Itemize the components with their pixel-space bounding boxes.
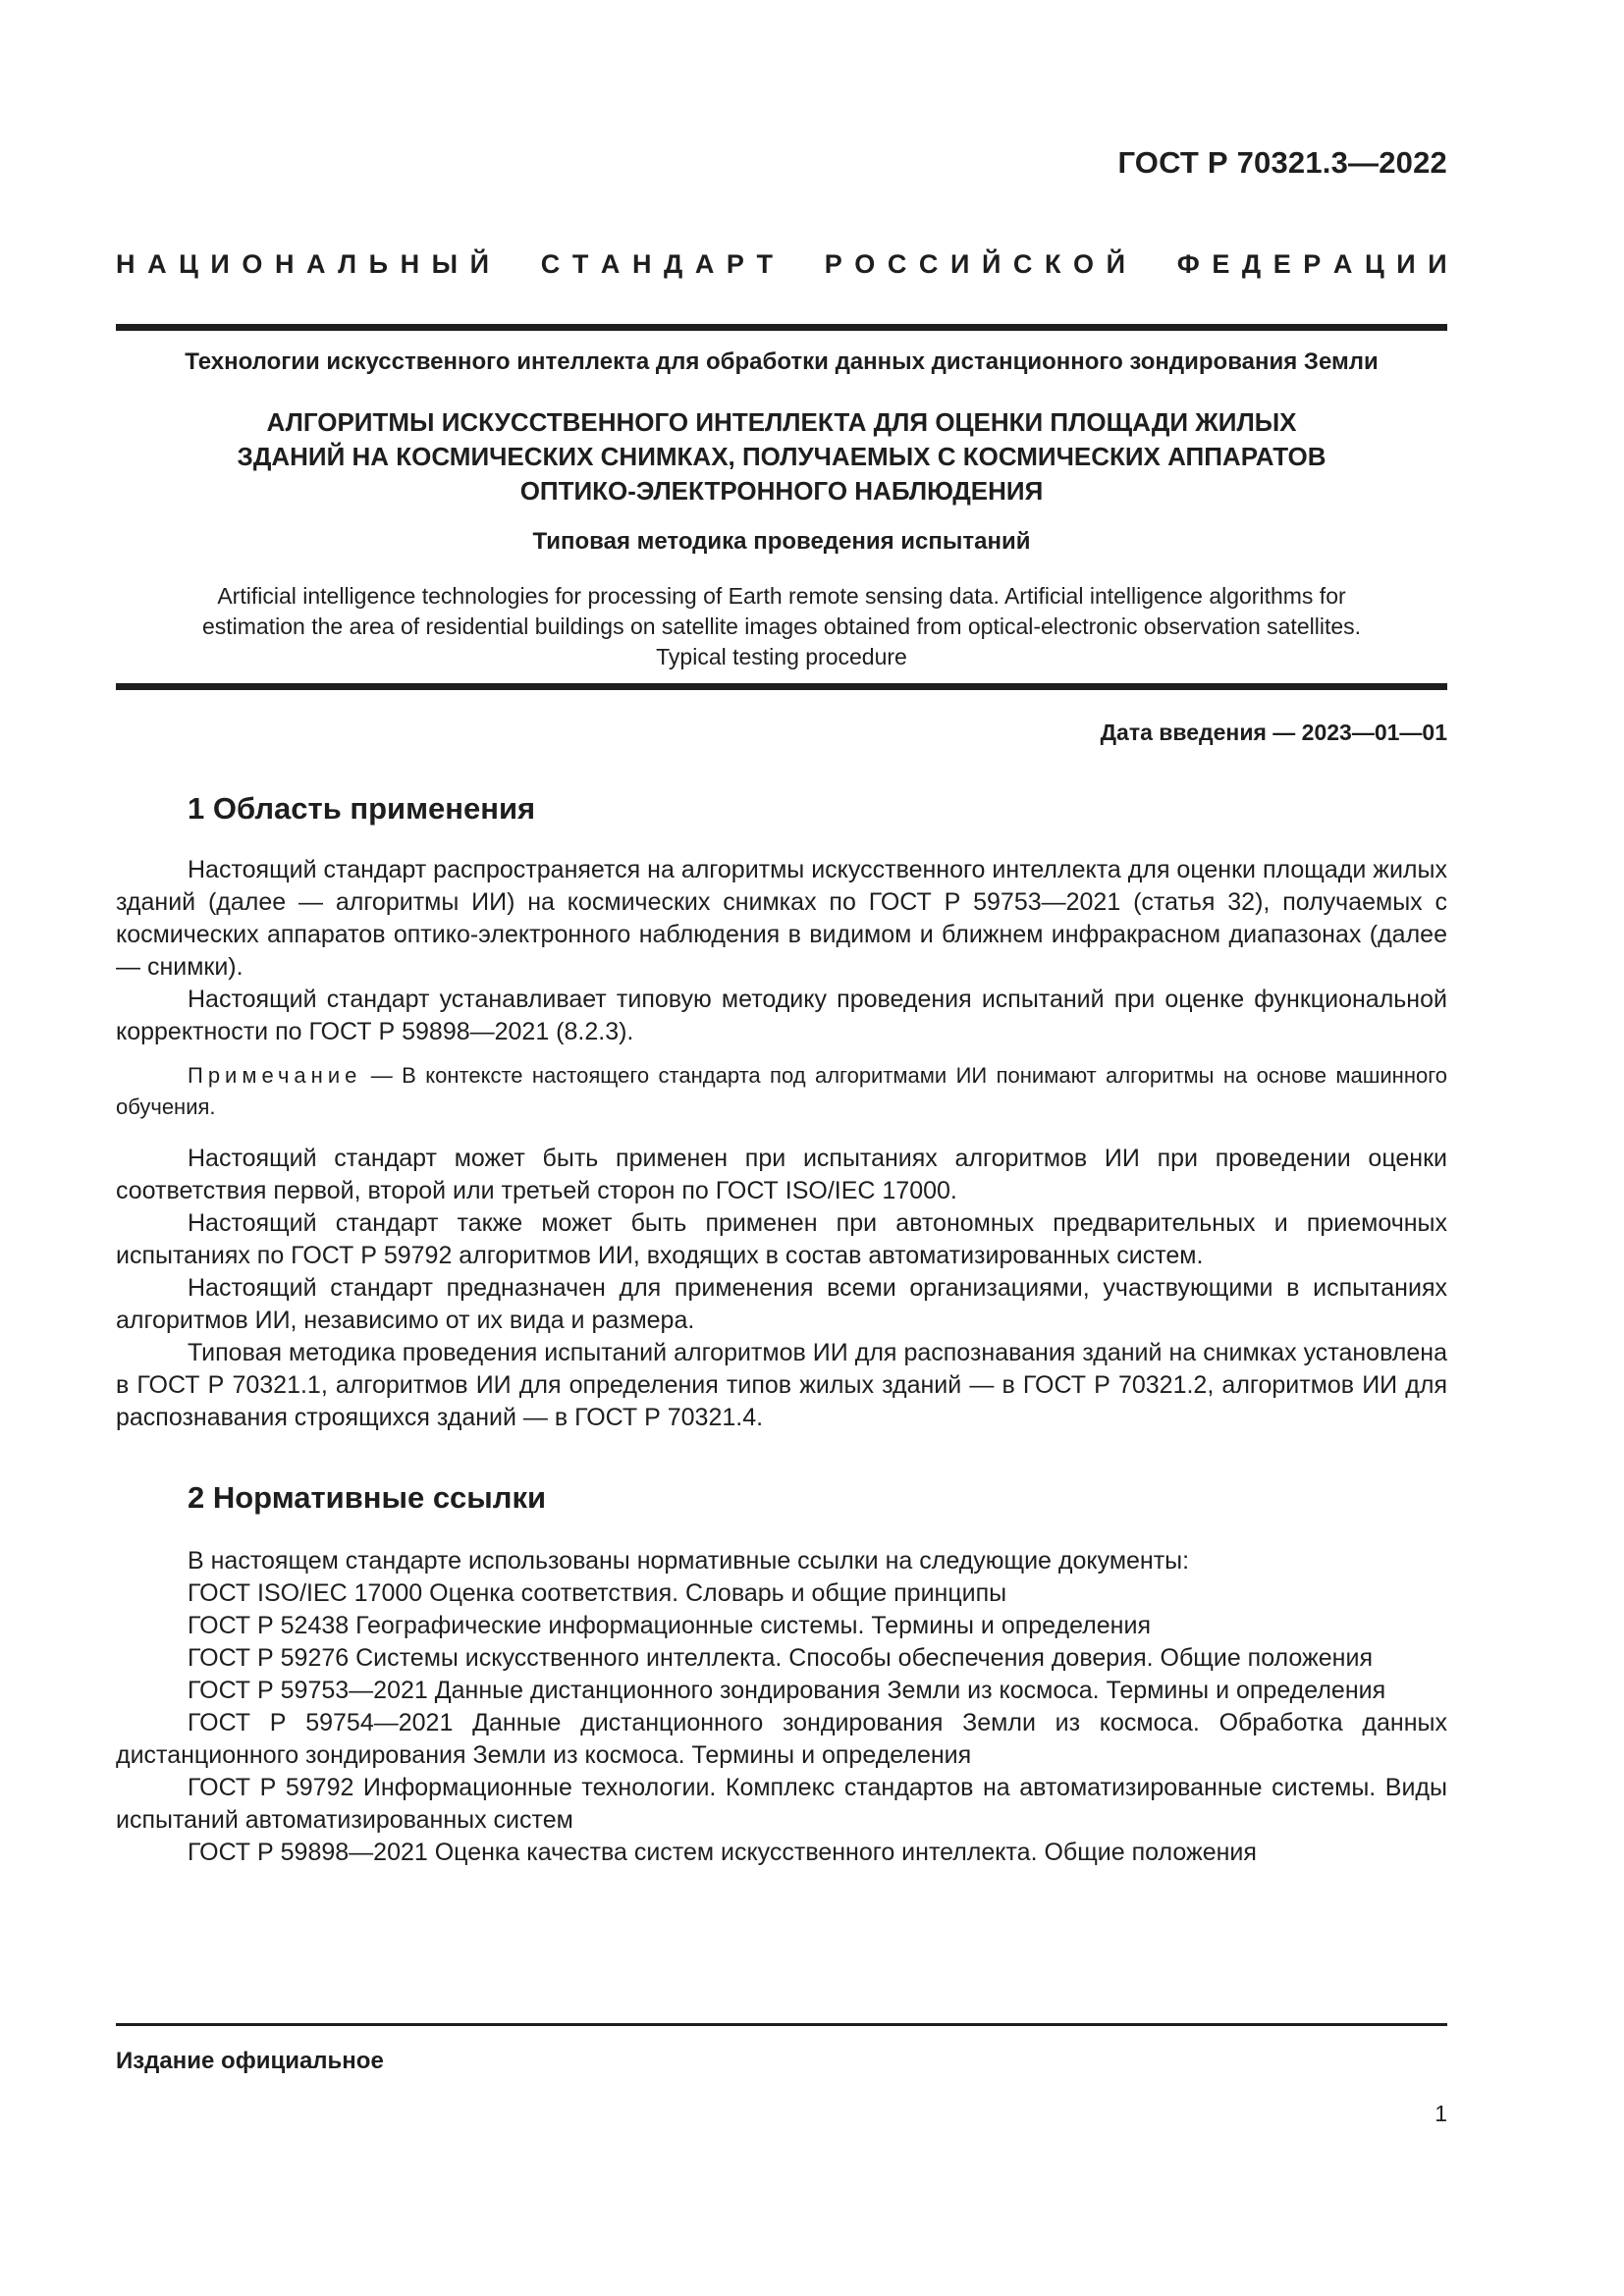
reference-item: ГОСТ Р 59792 Информационные технологии. Комплекс стандартов на автоматизированные системы. Виды испытаний автоматизированных систем — [116, 1774, 1447, 1834]
national-title-letter: Й — [981, 249, 1001, 279]
national-title-letter: Л — [338, 249, 357, 279]
introduction-date: Дата введения — 2023—01—01 — [1100, 720, 1447, 745]
national-title-letter: Ф — [1176, 249, 1200, 279]
national-title-letter: Н — [116, 249, 135, 279]
reference-item: ГОСТ Р 59276 Системы искусственного интеллекта. Способы обеспечения доверия. Общие положения — [188, 1644, 1373, 1672]
reference-item: ГОСТ Р 59898—2021 Оценка качества систем искусственного интеллекта. Общие положения — [188, 1839, 1257, 1866]
main-title-line: ОПТИКО-ЭЛЕКТРОННОГО НАБЛЮДЕНИЯ — [519, 476, 1044, 506]
national-title-letter: А — [147, 249, 167, 279]
national-title-letter: И — [1428, 249, 1447, 279]
national-title-letter: Й — [1106, 249, 1125, 279]
note-label: Примечание — [188, 1063, 362, 1088]
reference-item: ГОСТ Р 59754—2021 Данные дистанционного зондирования Земли из космоса. Обработка данных дистанционного зондирования Земли из космоса. Термины и определения — [116, 1709, 1447, 1769]
national-title-letter: Ы — [431, 249, 459, 279]
main-title — [116, 405, 1447, 508]
national-title-gap — [805, 249, 813, 280]
national-title-letter: И — [949, 249, 970, 279]
section-heading: 1 Область применения — [188, 791, 536, 826]
note-text: — В контексте настоящего стандарта под алгоритмами ИИ понимают алгоритмы на основе машинного обучения. — [116, 1063, 1447, 1119]
national-title-letter: Ь — [368, 249, 389, 279]
national-title-letter: Н — [274, 249, 295, 279]
main-title-line: ЗДАНИЙ НА КОСМИЧЕСКИХ СНИМКАХ, ПОЛУЧАЕМЫХ С КОСМИЧЕСКИХ АППАРАТОВ — [237, 442, 1326, 471]
paragraph: Настоящий стандарт предназначен для применения всеми организациями, участвующими в испытаниях алгоритмов ИИ, независимо от их вида и размера. — [116, 1274, 1447, 1334]
national-title-gap — [1158, 249, 1165, 280]
paragraph: Настоящий стандарт может быть применен при испытаниях алгоритмов ИИ при проведении оценки соответствия первой, второй или третьей сторон по ГОСТ ISO/IEC 17000. — [116, 1145, 1447, 1204]
national-title-letter: А — [1332, 249, 1353, 279]
national-title-letter: С — [887, 249, 907, 279]
series-title: Технологии искусственного интеллекта для обработки данных дистанционного зондирования Земли — [185, 348, 1379, 375]
section-heading: 2 Нормативные ссылки — [188, 1480, 547, 1515]
reference-item: ГОСТ Р 59753—2021 Данные дистанционного зондирования Земли из космоса. Термины и определения — [188, 1677, 1386, 1704]
national-title-letter: Е — [1212, 249, 1230, 279]
paragraph: Типовая методика проведения испытаний алгоритмов ИИ для распознавания зданий на снимках установлена в ГОСТ Р 70321.1, алгоритмов ИИ для определения типов жилых зданий — в ГОСТ Р 70321.2, алгоритмов ИИ для распознавания строящихся зданий — в ГОСТ Р 70321.4. — [116, 1339, 1447, 1431]
national-title-gap — [521, 249, 529, 280]
national-title-letter: Ц — [1364, 249, 1384, 279]
paragraph: Настоящий стандарт устанавливает типовую методику проведения испытаний при оценке функциональной корректности по ГОСТ Р 59898—2021 (8.2.3). — [116, 986, 1447, 1045]
national-title-letter: К — [1044, 249, 1061, 279]
paragraph: Настоящий стандарт распространяется на алгоритмы искусственного интеллекта для оценки площади жилых зданий (далее — алгоритмы ИИ) на космических снимках по ГОСТ Р 59753—2021 (статья 32), получаемых с космических аппаратов оптико-электронного наблюдения в видимом и ближнем инфракрасном диапазонах (далее — снимки). — [116, 856, 1447, 981]
national-title-letter: Р — [1303, 249, 1322, 279]
section-1 — [116, 791, 1447, 1434]
main-title-line: АЛГОРИТМЫ ИСКУССТВЕННОГО ИНТЕЛЛЕКТА ДЛЯ ОЦЕНКИ ПЛОЩАДИ ЖИЛЫХ — [266, 407, 1297, 437]
national-title-letter: Т — [571, 249, 589, 279]
edition-label: Издание официальное — [116, 2048, 384, 2074]
page-number: 1 — [1435, 2101, 1447, 2126]
national-title-letter: И — [1396, 249, 1416, 279]
subtitle: Типовая методика проведения испытаний — [532, 528, 1031, 555]
national-title-letter: Н — [631, 249, 652, 279]
national-title-letter: Ц — [179, 249, 198, 279]
national-title-letter: Р — [726, 249, 744, 279]
national-title-gap — [785, 249, 793, 280]
national-title-letter: О — [854, 249, 876, 279]
national-title-letter: Й — [469, 249, 490, 279]
footer-rule — [116, 2023, 1447, 2026]
national-title-letter: Р — [824, 249, 842, 279]
national-title-letter: Т — [756, 249, 773, 279]
reference-item: ГОСТ Р 52438 Географические информационные системы. Термины и определения — [188, 1612, 1151, 1639]
standard-id: ГОСТ Р 70321.3—2022 — [1117, 145, 1447, 180]
national-title-letter: С — [918, 249, 939, 279]
national-standard-title — [116, 249, 1447, 280]
english-title — [116, 581, 1447, 672]
header-rule-bottom — [116, 683, 1447, 690]
national-title-letter: А — [694, 249, 715, 279]
national-title-letter: Д — [1241, 249, 1262, 279]
national-title-letter: О — [242, 249, 263, 279]
english-title-line: Typical testing procedure — [656, 644, 907, 669]
national-title-letter: Е — [1272, 249, 1291, 279]
national-title-gap — [502, 249, 510, 280]
national-title-gap — [1138, 249, 1146, 280]
national-title-letter: О — [1073, 249, 1095, 279]
reference-item: ГОСТ ISO/IEC 17000 Оценка соответствия. Словарь и общие принципы — [188, 1579, 1007, 1607]
national-title-letter: А — [306, 249, 326, 279]
national-title-letter: С — [1012, 249, 1033, 279]
english-title-line: estimation the area of residential buildings on satellite images obtained from optical-electronic observation satellites. — [201, 614, 1362, 639]
paragraph: В настоящем стандарте использованы нормативные ссылки на следующие документы: — [188, 1547, 1190, 1575]
national-title-letter: С — [540, 249, 561, 279]
paragraph: Настоящий стандарт также может быть применен при автономных предварительных и приемочных испытаниях по ГОСТ Р 59792 алгоритмов ИИ, входящих в состав автоматизированных систем. — [116, 1209, 1447, 1269]
english-title-line: Artificial intelligence technologies for processing of Earth remote sensing data. Artificial intelligence algorithms for — [217, 583, 1346, 609]
note — [116, 1060, 1447, 1123]
header-rule-top — [116, 324, 1447, 331]
national-title-letter: И — [210, 249, 230, 279]
section-2 — [116, 1480, 1447, 1869]
national-title-letter: Н — [400, 249, 420, 279]
national-title-letter: А — [600, 249, 621, 279]
national-title-letter: Д — [664, 249, 683, 279]
